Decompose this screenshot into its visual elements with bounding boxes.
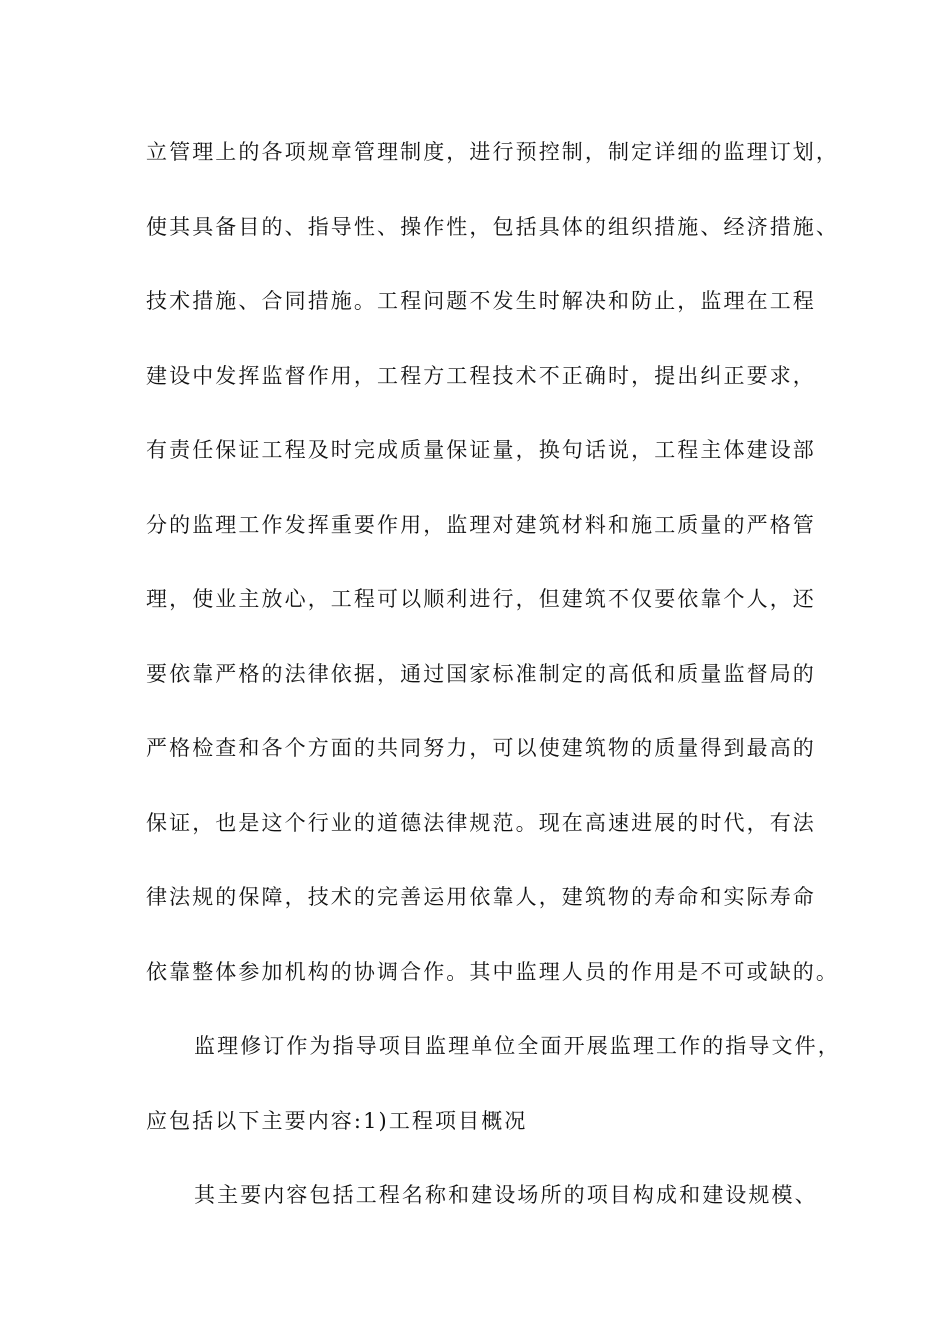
text-line: 保证，也是这个行业的道德法律规范。现在高速进展的时代，有法 xyxy=(146,811,816,835)
text-line: 依靠整体参加机构的协调合作。其中监理人员的作用是不可或缺的。 xyxy=(146,960,839,984)
text-line: 技术措施、合同措施。工程问题不发生时解决和防止，监理在工程 xyxy=(146,289,816,313)
text-line: 要依靠严格的法律依据，通过国家标准制定的高低和质量监督局的 xyxy=(146,662,816,686)
paragraph-first-line: 监理修订作为指导项目监理单位全面开展监理工作的指导文件， xyxy=(194,1034,841,1058)
text-line: 律法规的保障，技术的完善运用依靠人，建筑物的寿命和实际寿命 xyxy=(146,885,816,909)
text-line: 理，使业主放心，工程可以顺利进行，但建筑不仅要依靠个人，还 xyxy=(146,587,816,611)
text-line: 有责任保证工程及时完成质量保证量，换句话说，工程主体建设部 xyxy=(146,438,816,462)
text-line: 严格检查和各个方面的共同努力，可以使建筑物的质量得到最高的 xyxy=(146,736,816,760)
text-line: 建设中发挥监督作用，工程方工程技术不正确时，提出纠正要求， xyxy=(146,364,816,388)
text-line: 使其具备目的、指导性、操作性，包括具体的组织措施、经济措施、 xyxy=(146,215,839,239)
text-line: 立管理上的各项规章管理制度，进行预控制，制定详细的监理订划， xyxy=(146,140,839,164)
text-line: 应包括以下主要内容:1)工程项目概况 xyxy=(146,1109,528,1133)
paragraph-first-line: 其主要内容包括工程名称和建设场所的项目构成和建设规模、 xyxy=(194,1183,818,1207)
text-line: 分的监理工作发挥重要作用，监理对建筑材料和施工质量的严格管 xyxy=(146,513,816,537)
